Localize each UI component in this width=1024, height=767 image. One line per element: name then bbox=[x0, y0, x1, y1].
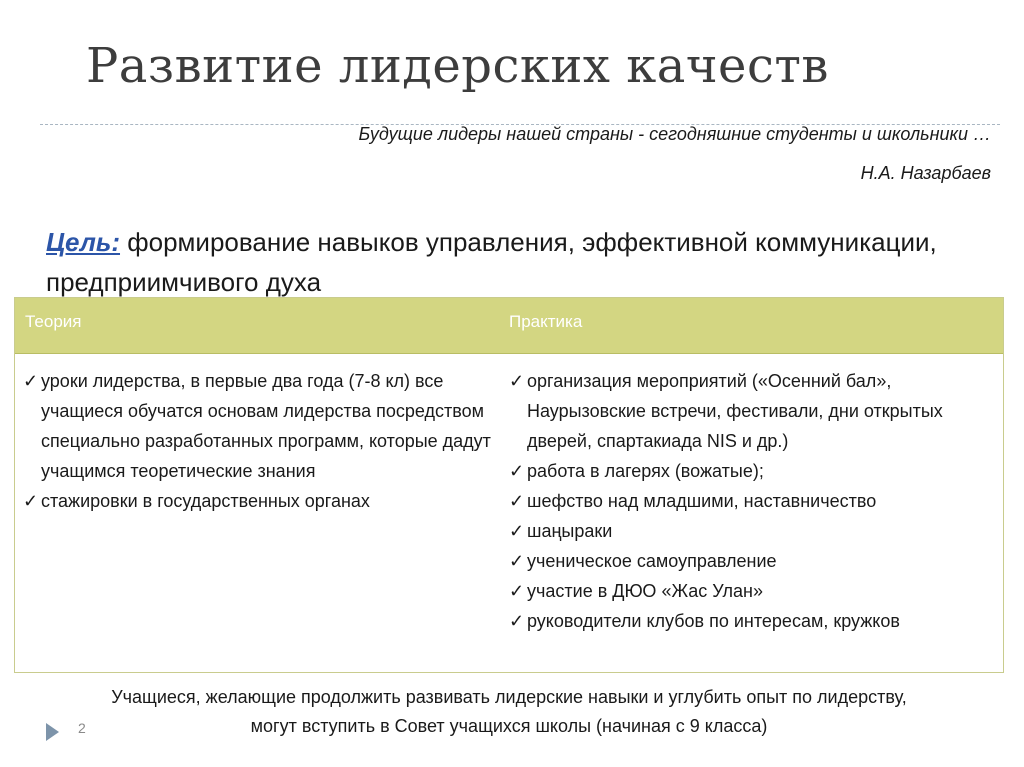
theory-column bbox=[23, 366, 501, 516]
triangle-right-icon bbox=[46, 723, 59, 741]
goal-label: Цель: bbox=[46, 227, 121, 257]
practice-item-text: руководители клубов по интересам, кружков bbox=[527, 611, 900, 631]
footer-note bbox=[14, 683, 1004, 741]
footer-line-1: Учащиеся, желающие продолжить развивать лидерские навыки и углубить опыт по лидерству, bbox=[111, 687, 907, 707]
list-item bbox=[509, 486, 989, 516]
check-icon: ✓ bbox=[509, 521, 525, 541]
practice-item-text: участие в ДЮО «Жас Улан» bbox=[527, 581, 763, 601]
list-item bbox=[509, 456, 989, 486]
check-icon: ✓ bbox=[509, 461, 525, 481]
table-header bbox=[15, 298, 1003, 354]
theory-item-text: стажировки в государственных органах bbox=[41, 491, 370, 511]
theory-item-text: уроки лидерства, в первые два года (7-8 кл) все учащиеся обучатся основам лидерства посредством специально разработанных программ, которые дадут учащимся теоретические знания bbox=[41, 371, 491, 481]
header-theory: Теория bbox=[25, 312, 82, 331]
check-icon: ✓ bbox=[509, 371, 525, 391]
theory-practice-table bbox=[14, 297, 1004, 673]
practice-item-text: ученическое самоуправление bbox=[527, 551, 777, 571]
practice-column bbox=[509, 366, 989, 636]
practice-item-text: шаңыраки bbox=[527, 521, 613, 541]
check-icon: ✓ bbox=[23, 371, 39, 391]
header-practice: Практика bbox=[509, 312, 583, 331]
practice-item-text: шефство над младшими, наставничество bbox=[527, 491, 877, 511]
footer-line-2: могут вступить в Совет учащихся школы (начиная с 9 класса) bbox=[250, 716, 768, 736]
list-item bbox=[509, 546, 989, 576]
check-icon: ✓ bbox=[509, 491, 525, 511]
check-icon: ✓ bbox=[509, 611, 525, 631]
quote-text: Будущие лидеры нашей страны - сегодняшние студенты и школьники … bbox=[358, 124, 991, 144]
practice-item-text: организация мероприятий («Осенний бал», Наурызовские встречи, фестивали, дни открытых дверей, спартакиада NIS и др.) bbox=[527, 371, 943, 451]
list-item bbox=[509, 366, 989, 456]
check-icon: ✓ bbox=[23, 491, 39, 511]
list-item bbox=[509, 606, 989, 636]
slide-title: Развитие лидерских качеств bbox=[86, 38, 829, 94]
goal-text: формирование навыков управления, эффективной коммуникации, предприимчивого духа bbox=[46, 227, 937, 297]
check-icon: ✓ bbox=[509, 581, 525, 601]
page-number: 2 bbox=[78, 720, 86, 736]
list-item bbox=[509, 516, 989, 546]
list-item bbox=[23, 366, 501, 486]
list-item bbox=[23, 486, 501, 516]
quote-author: Н.А. Назарбаев bbox=[860, 163, 991, 183]
goal-statement bbox=[46, 222, 946, 298]
list-item bbox=[509, 576, 989, 606]
check-icon: ✓ bbox=[509, 551, 525, 571]
practice-item-text: работа в лагерях (вожатые); bbox=[527, 461, 764, 481]
